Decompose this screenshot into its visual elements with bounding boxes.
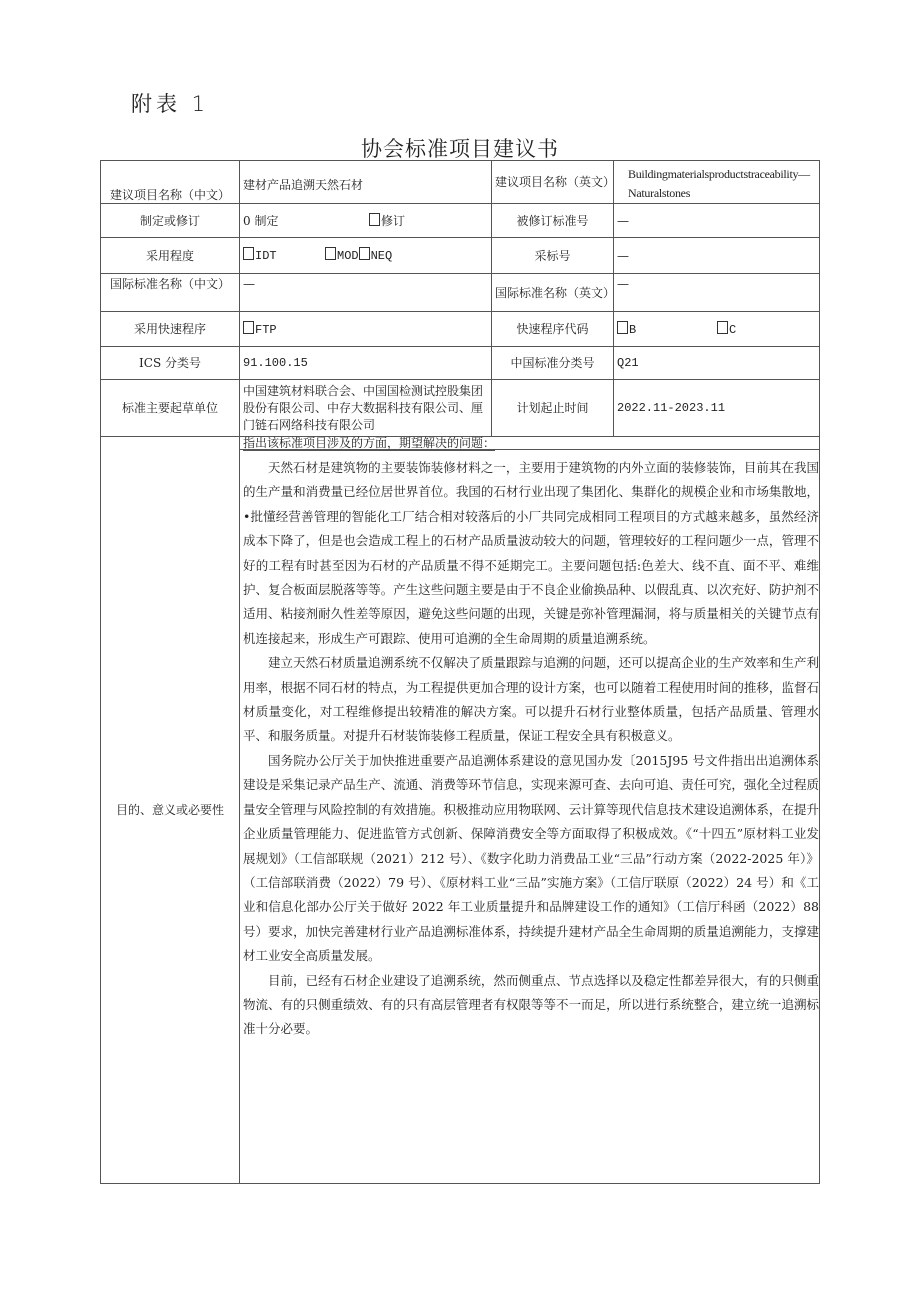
row-fast-track [101,312,820,347]
value-intl-standard-cn: — [240,274,492,312]
purpose-paragraph: 天然石材是建筑物的主要装饰装修材料之一，主要用于建筑物的内外立面的装修装饰，目前其在我国的生产量和消费量已经位居世界首位。我国的石材行业出现了集团化、集群化的规模企业和市场集散地，•批懂经营善管理的智能化工厂结合相对较落后的小厂共同完成相同工程项目的方式越来越多，虽然经济成本下降了，但是也会造成工程上的石材产品质量波动较大的问题，管理较好的工程问题少一点，管理不好的工程有时甚至因为石材的产品质量不得不延期完工。主要问题包括:色差大、线不直、面不平、难维护、复合板面层脱落等等。产生这些问题主要是由于不良企业偷换品种、以假乱真、以次充好、防护剂不适用、粘接剂耐久性差等原因，避免这些问题的出现，关键是弥补管理漏洞，将与质量相关的关键节点有机连接起来，形成生产可跟踪、使用可追溯的全生命周期的质量追溯系统。 [243,460,819,646]
checkbox-icon [359,247,370,260]
label-intl-standard-cn: 国际标准名称（中文） [101,274,240,312]
options-fast-track-code [614,312,820,347]
label-drafting-unit: 标准主要起草单位 [101,380,240,437]
checkbox-icon [243,321,254,334]
label-intl-standard-en: 国际标准名称（英文） [492,274,614,312]
proposal-table [100,160,820,1184]
label-fast-track: 采用快速程序 [101,312,240,347]
row-project-name [101,161,820,204]
option-mod[interactable]: MOD [325,247,359,264]
value-project-name-cn: 建材产品追溯天然石材 [240,161,492,204]
option-c[interactable]: C [717,321,736,338]
option-ftp[interactable]: FTP [243,321,277,338]
label-make-or-revise: 制定或修订 [101,204,240,238]
options-make-or-revise [240,204,492,238]
value-ics: 91.100.15 [240,347,492,380]
value-drafting-unit: 中国建筑材料联合会、中国国检测试控股集团股份有限公司、中存大数据科技有限公司、厘门链石网络科技有限公司 [240,380,492,437]
checkbox-icon [717,321,728,334]
purpose-paragraph: 目前，已经有石材企业建设了追溯系统，然而侧重点、节点选择以及稳定性都差异很大，有的只侧重物流、有的只侧重绩效、有的只有高层管理者有权限等等不一而足，所以进行系统整合，建立统一追溯标准十分必要。 [243,972,819,1037]
value-adopted-standard-no: — [614,238,820,274]
row-classification [101,347,820,380]
checkbox-icon [325,247,336,260]
label-revised-standard: 被修订标准号 [492,204,614,238]
value-intl-standard-en: — [614,274,820,312]
options-fast-track [240,312,492,347]
label-ccs: 中国标准分类号 [492,347,614,380]
option-idt[interactable]: IDT [243,247,325,264]
document-title: 协会标准项目建议书 [361,137,559,161]
purpose-hint: 指出该标准项目涉及的方面，期望解决的问题： [240,437,820,450]
label-plan-period: 计划起止时间 [492,380,614,437]
option-revise[interactable]: 修订 [369,213,405,229]
purpose-paragraph: 建立天然石材质量追溯系统不仅解决了质量跟踪与追溯的问题，还可以提高企业的生产效率和生产利用率，根据不同石材的特点，为工程提供更加合理的设计方案，也可以随着工程使用时间的推移，监督石材质量变化，对工程维修提出较精准的解决方案。可以提升石材行业整体质量，包括产品质量、管理水平、和服务质量。对提升石材装饰装修工程质量，保证工程安全具有积极意义。 [243,655,819,744]
purpose-paragraph: 国务院办公厅关于加快推进重要产品追溯体系建设的意见国办发〔2015J95 号文件指出出追溯体系建设是采集记录产品生产、流通、消费等环节信息，实现来源可查、去向可追、责任可究，强化全过程质量安全管理与风险控制的有效措施。积极推动应用物联网、云计算等现代信息技术建设追溯体系，在提升企业质量管理能力、促进监管方式创新、保障消费安全等方面取得了积极成效。《“十四五”原材料工业发展规划》（工信部联规（2021）212 号）、《数字化助力消费品工业“三品”行动方案（2022-2025 年）》（工信部联消费（2022）79 号）、《原材料工业“三品”实施方案》（工信厅联原（2022）24 号）和《工业和信息化部办公厅关于做好 2022 年工业质量提升和品牌建设工作的通知》（工信厅科函（2022）88 号）要求，加快完善建材行业产品追溯标准体系，持续提升建材产品全生命周期的质量追溯能力，支撑建材工业安全高质量发展。 [243,752,819,964]
label-purpose: 目的、意义或必要性 [101,437,240,1184]
option-neq[interactable]: NEQ [359,247,393,264]
label-adoption-degree: 采用程度 [101,238,240,274]
annex-label: 附表 1 [131,92,210,116]
row-make-or-revise [101,204,820,238]
value-revised-standard: — [614,204,820,238]
value-plan-period: 2022.11-2023.11 [614,380,820,437]
row-drafting-unit [101,380,820,437]
checkbox-icon [369,213,380,226]
checkbox-icon [617,321,628,334]
option-make[interactable]: 0 制定 [243,213,279,228]
value-ccs: Q21 [614,347,820,380]
label-ics: ICS 分类号 [101,347,240,380]
label-fast-track-code: 快速程序代码 [492,312,614,347]
row-purpose-hint [101,437,820,450]
option-b[interactable]: B [617,321,717,338]
checkbox-icon [243,247,254,260]
row-international-standard [101,274,820,312]
value-project-name-en: Buildingmaterialsproductstraceability—Naturalstones [614,161,820,204]
options-adoption-degree [240,238,492,274]
purpose-text [240,450,820,1184]
row-adoption-degree [101,238,820,274]
label-project-name-cn: 建议项目名称（中文） [101,161,240,204]
label-adopted-standard-no: 采标号 [492,238,614,274]
label-project-name-en: 建议项目名称（英文） [492,161,614,204]
